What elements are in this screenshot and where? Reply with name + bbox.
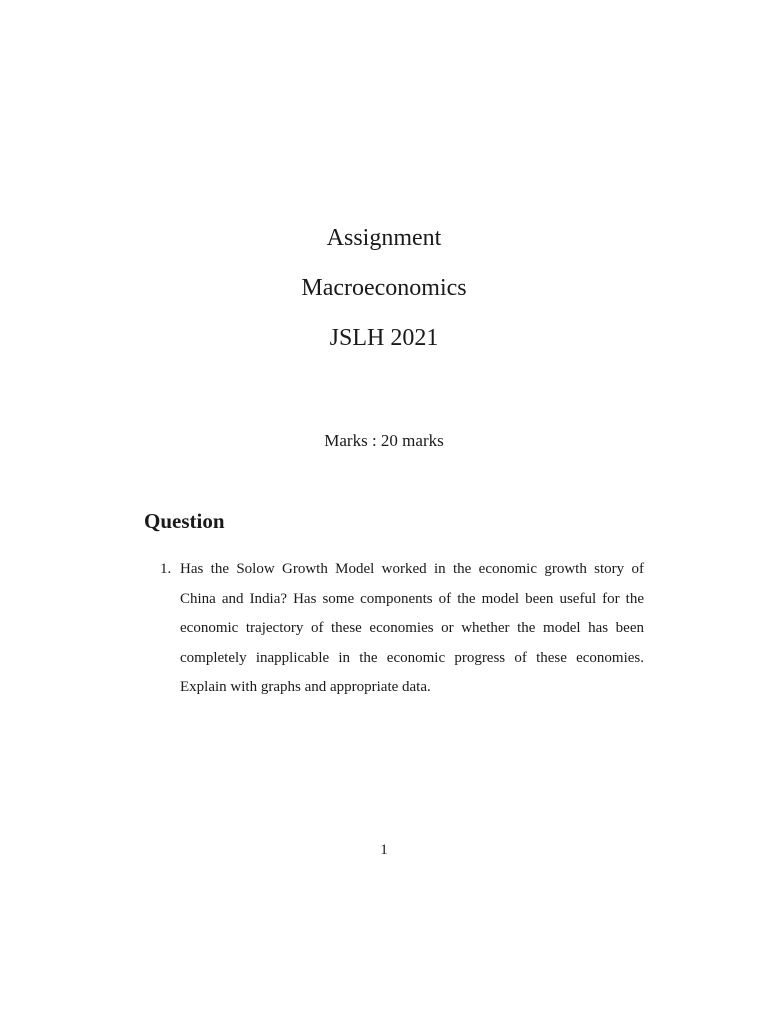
- marks-line: Marks : 20 marks: [324, 431, 444, 450]
- title-assignment: Assignment: [326, 225, 442, 251]
- question-item: [144, 555, 644, 703]
- page-number: 1: [380, 842, 388, 858]
- title-subject: Macroeconomics: [301, 275, 467, 301]
- question-list: [144, 555, 644, 703]
- question-number: 1.: [160, 561, 172, 577]
- question-text: Has the Solow Growth Model worked in the economic growth story of China and India? Has some components of the model been useful for the economic trajectory of these economies or whether the model has been completely inapplicable in the economic progress of these economies. Explain with graphs and appropriate data.: [180, 561, 644, 695]
- title-course-year: JSLH 2021: [329, 325, 439, 351]
- section-heading-question: Question: [144, 509, 225, 533]
